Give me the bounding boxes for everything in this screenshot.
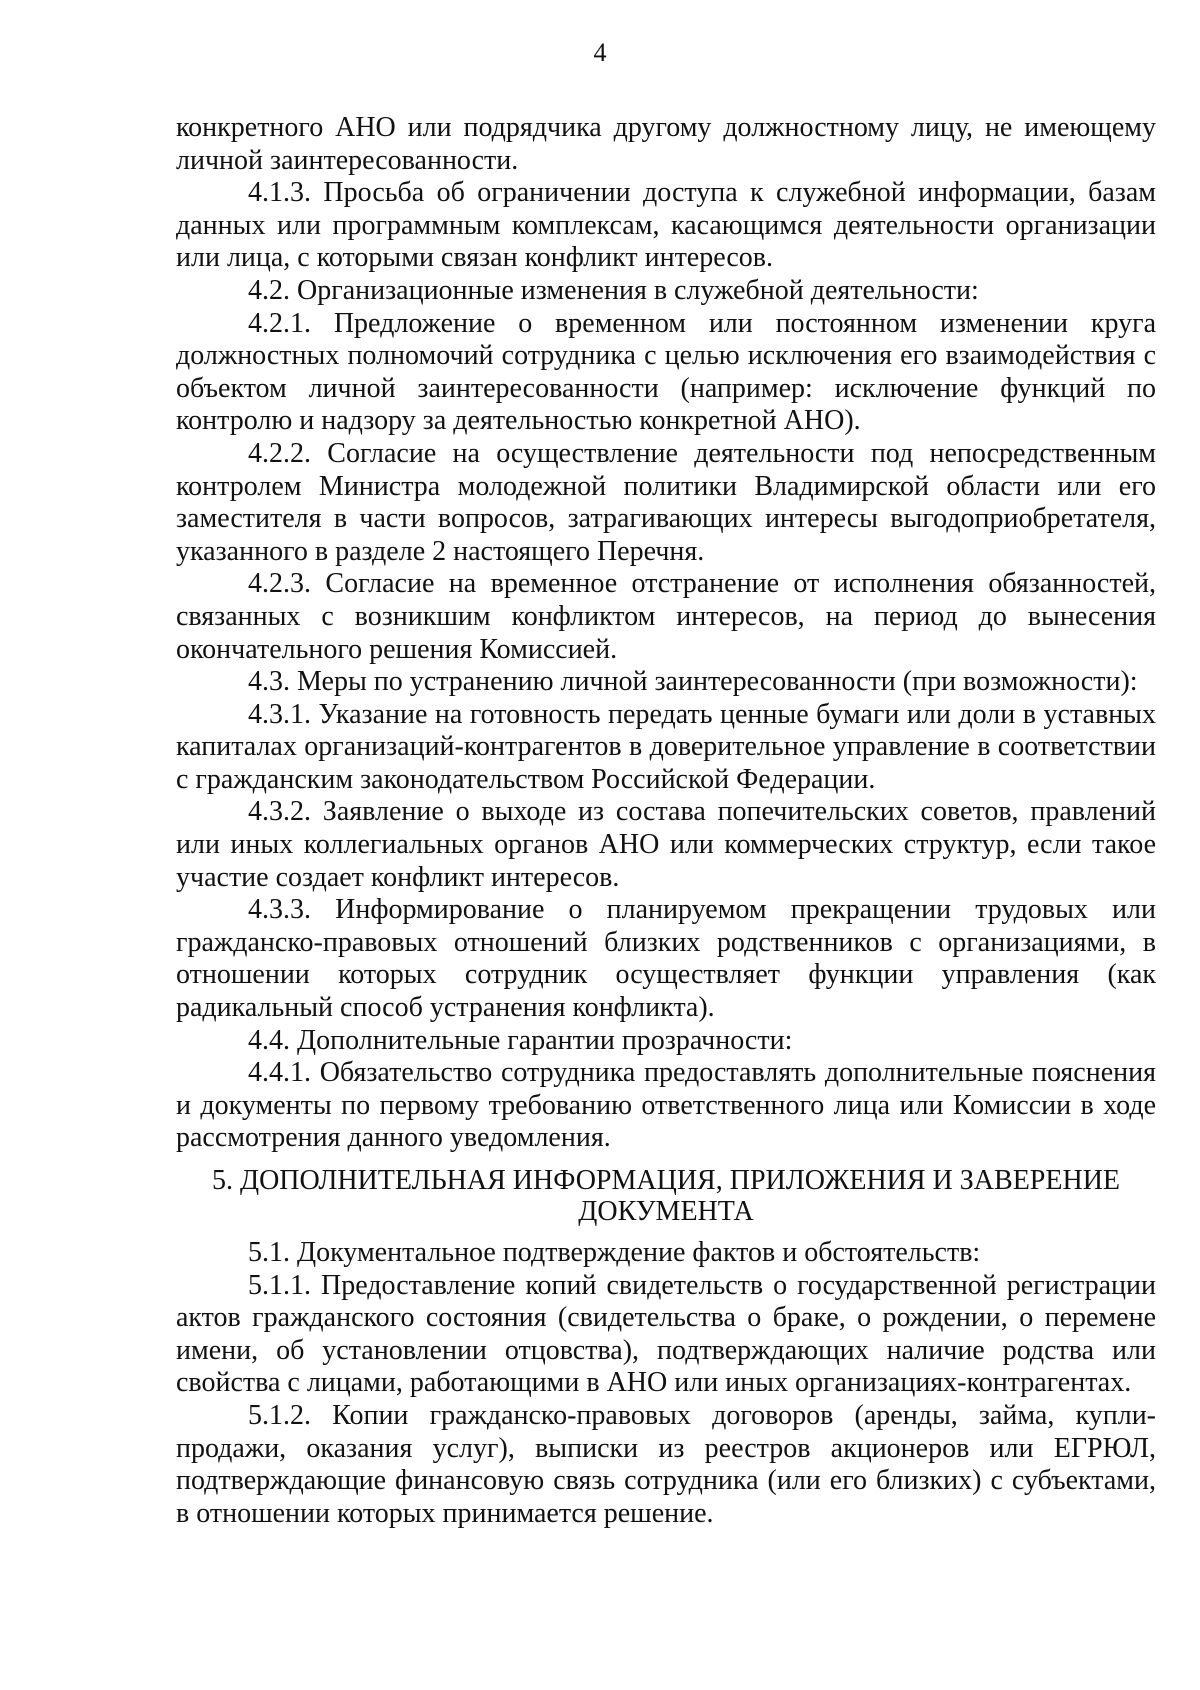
paragraph-5-1-2: 5.1.2. Копии гражданско-правовых договоров (аренды, займа, купли-продажи, оказания услуг), выписки из реестров акционеров или ЕГРЮЛ, подтверждающие финансовую связь сотрудника (или его близких) с субъектами, в отношении которых принимается решение. [176, 1399, 1156, 1529]
paragraph-4-4-1: 4.4.1. Обязательство сотрудника предоставлять дополнительные пояснения и документы по первому требованию ответственного лица или Комиссии в ходе рассмотрения данного уведомления. [176, 1057, 1156, 1154]
document-body [176, 112, 1156, 1530]
paragraph-5-1-1: 5.1.1. Предоставление копий свидетельств о государственной регистрации актов гражданского состояния (свидетельства о браке, о рождении, о перемене имени, об установлении отцовства), подтверждающих наличие родства или свойства с лицами, работающими в АНО или иных организациях-контрагентах. [176, 1269, 1156, 1399]
paragraph-5-1: 5.1. Документальное подтверждение фактов и обстоятельств: [248, 1237, 981, 1268]
paragraph-4-3-1: 4.3.1. Указание на готовность передать ценные бумаги или доли в уставных капиталах организаций-контрагентов в доверительное управление в соответствии с гражданским законодательством Российской Федерации. [176, 698, 1156, 795]
paragraph-4-2-2: 4.2.2. Согласие на осуществление деятельности под непосредственным контролем Министра молодежной политики Владимирской области или его заместителя в части вопросов, затрагивающих интересы выгодоприобретателя, указанного в разделе 2 настоящего Перечня. [176, 437, 1156, 567]
paragraph-4-2: 4.2. Организационные изменения в служебной деятельности: [248, 274, 979, 306]
paragraph-4-3: 4.3. Меры по устранению личной заинтересованности (при возможности): [248, 666, 1138, 698]
paragraph-4-3-2: 4.3.2. Заявление о выходе из состава попечительских советов, правлений или иных коллегиальных органов АНО или коммерческих структур, если такое участие создает конфликт интересов. [176, 796, 1156, 893]
paragraph-4-3-3: 4.3.3. Информирование о планируемом прекращении трудовых или гражданско-правовых отношений близких родственников с организациями, в отношении которых сотрудник осуществляет функции управления (как радикальный способ устранения конфликта). [176, 894, 1156, 1024]
paragraph-4-4: 4.4. Дополнительные гарантии прозрачности: [248, 1024, 793, 1056]
paragraph-4-2-3: 4.2.3. Согласие на временное отстранение от исполнения обязанностей, связанных с возникшим конфликтом интересов, на период до вынесения окончательного решения Комиссией. [176, 568, 1156, 665]
paragraph-4-2-1: 4.2.1. Предложение о временном или постоянном изменении круга должностных полномочий сотрудника с целью исключения его взаимодействия с объектом личной заинтересованности (например: исключение функций по контролю и надзору за деятельностью конкретной АНО). [176, 307, 1156, 437]
page-number: 4 [593, 38, 607, 67]
paragraph-4-1-3: 4.1.3. Просьба об ограничении доступа к служебной информации, базам данных или программным комплексам, касающимся деятельности организации или лица, с которыми связан конфликт интересов. [176, 177, 1156, 274]
paragraph-continuation: конкретного АНО или подрядчика другому должностному лицу, не имеющему личной заинтересованности. [176, 112, 1156, 176]
section-heading-5: 5. ДОПОЛНИТЕЛЬНАЯ ИНФОРМАЦИЯ, ПРИЛОЖЕНИЯ И ЗАВЕРЕНИЕ ДОКУМЕНТА [211, 1165, 1121, 1227]
